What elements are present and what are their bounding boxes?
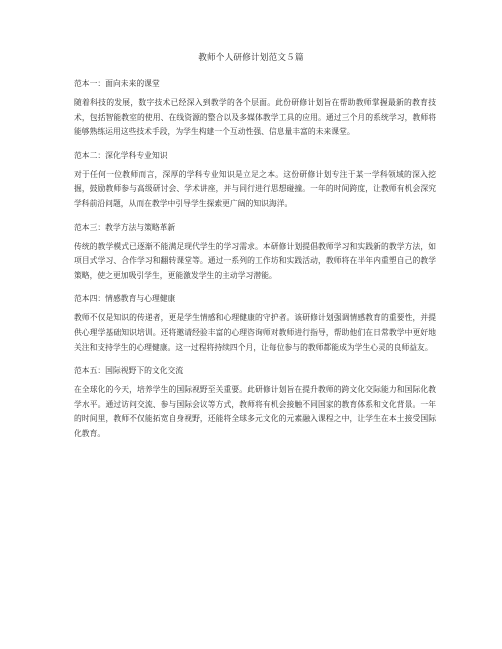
section-4 — [74, 293, 436, 355]
section-5 — [74, 365, 436, 441]
section-2 — [74, 150, 436, 212]
section-paragraph: 随着科技的发展，数字技术已经深入到教学的各个层面。此份研修计划旨在帮助教师掌握最新的教育技术，包括智能教室的使用、在线资源的整合以及多媒体教学工具的应用。通过三个月的系统学习，教师将能够熟练运用这些技术手段，为学生构建一个互动性强、信息量丰富的未来课堂。 — [74, 98, 436, 137]
section-paragraph: 教师不仅是知识的传递者，更是学生情感和心理健康的守护者。该研修计划强调情感教育的重要性，并提供心理学基础知识培训。还将邀请经验丰富的心理咨询师对教师进行指导，帮助他们在日常教学中更好地关注和支持学生的心理健康。这一过程将持续四个月，让每位参与的教师都能成为学生心灵的良师益友。 — [74, 313, 436, 352]
section-heading: 范本三：教学方法与策略革新 — [74, 222, 176, 232]
section-1 — [74, 78, 436, 140]
section-3 — [74, 222, 436, 284]
section-paragraph: 对于任何一位教师而言，深厚的学科专业知识是立足之本。这份研修计划专注于某一学科领域的深入挖掘，鼓励教师参与高级研讨会、学术讲座，并与同行进行思想碰撞。一年的时间跨度，让教师有机会深究学科前沿问题，从而在教学中引导学生探索更广阔的知识海洋。 — [74, 169, 436, 208]
document-title: 教师个人研修计划范文５篇 — [198, 53, 304, 63]
section-heading: 范本五：国际视野下的文化交流 — [74, 366, 184, 376]
section-heading: 范本四：情感教育与心理健康 — [74, 294, 176, 304]
section-heading: 范本一：面向未来的课堂 — [74, 79, 160, 88]
section-paragraph: 在全球化的今天，培养学生的国际视野至关重要。此研修计划旨在提升教师的跨文化交际能力和国际化教学水平。通过访问交流、参与国际会议等方式，教师将有机会接触不同国家的教育体系和文化背景。一年的时间里，教师不仅能拓宽自身视野，还能将全球多元文化的元素融入课程之中，让学生在本土接受国际化教育。 — [74, 385, 436, 438]
document-body — [74, 78, 436, 452]
section-heading: 范本二：深化学科专业知识 — [74, 150, 168, 160]
section-paragraph: 传统的教学模式已逐渐不能满足现代学生的学习需求。本研修计划提倡教师学习和实践新的教学方法，如项目式学习、合作学习和翻转课堂等。通过一系列的工作坊和实践活动，教师将在半年内重塑自己的教学策略，使之更加吸引学生，更能激发学生的主动学习潜能。 — [74, 241, 436, 280]
